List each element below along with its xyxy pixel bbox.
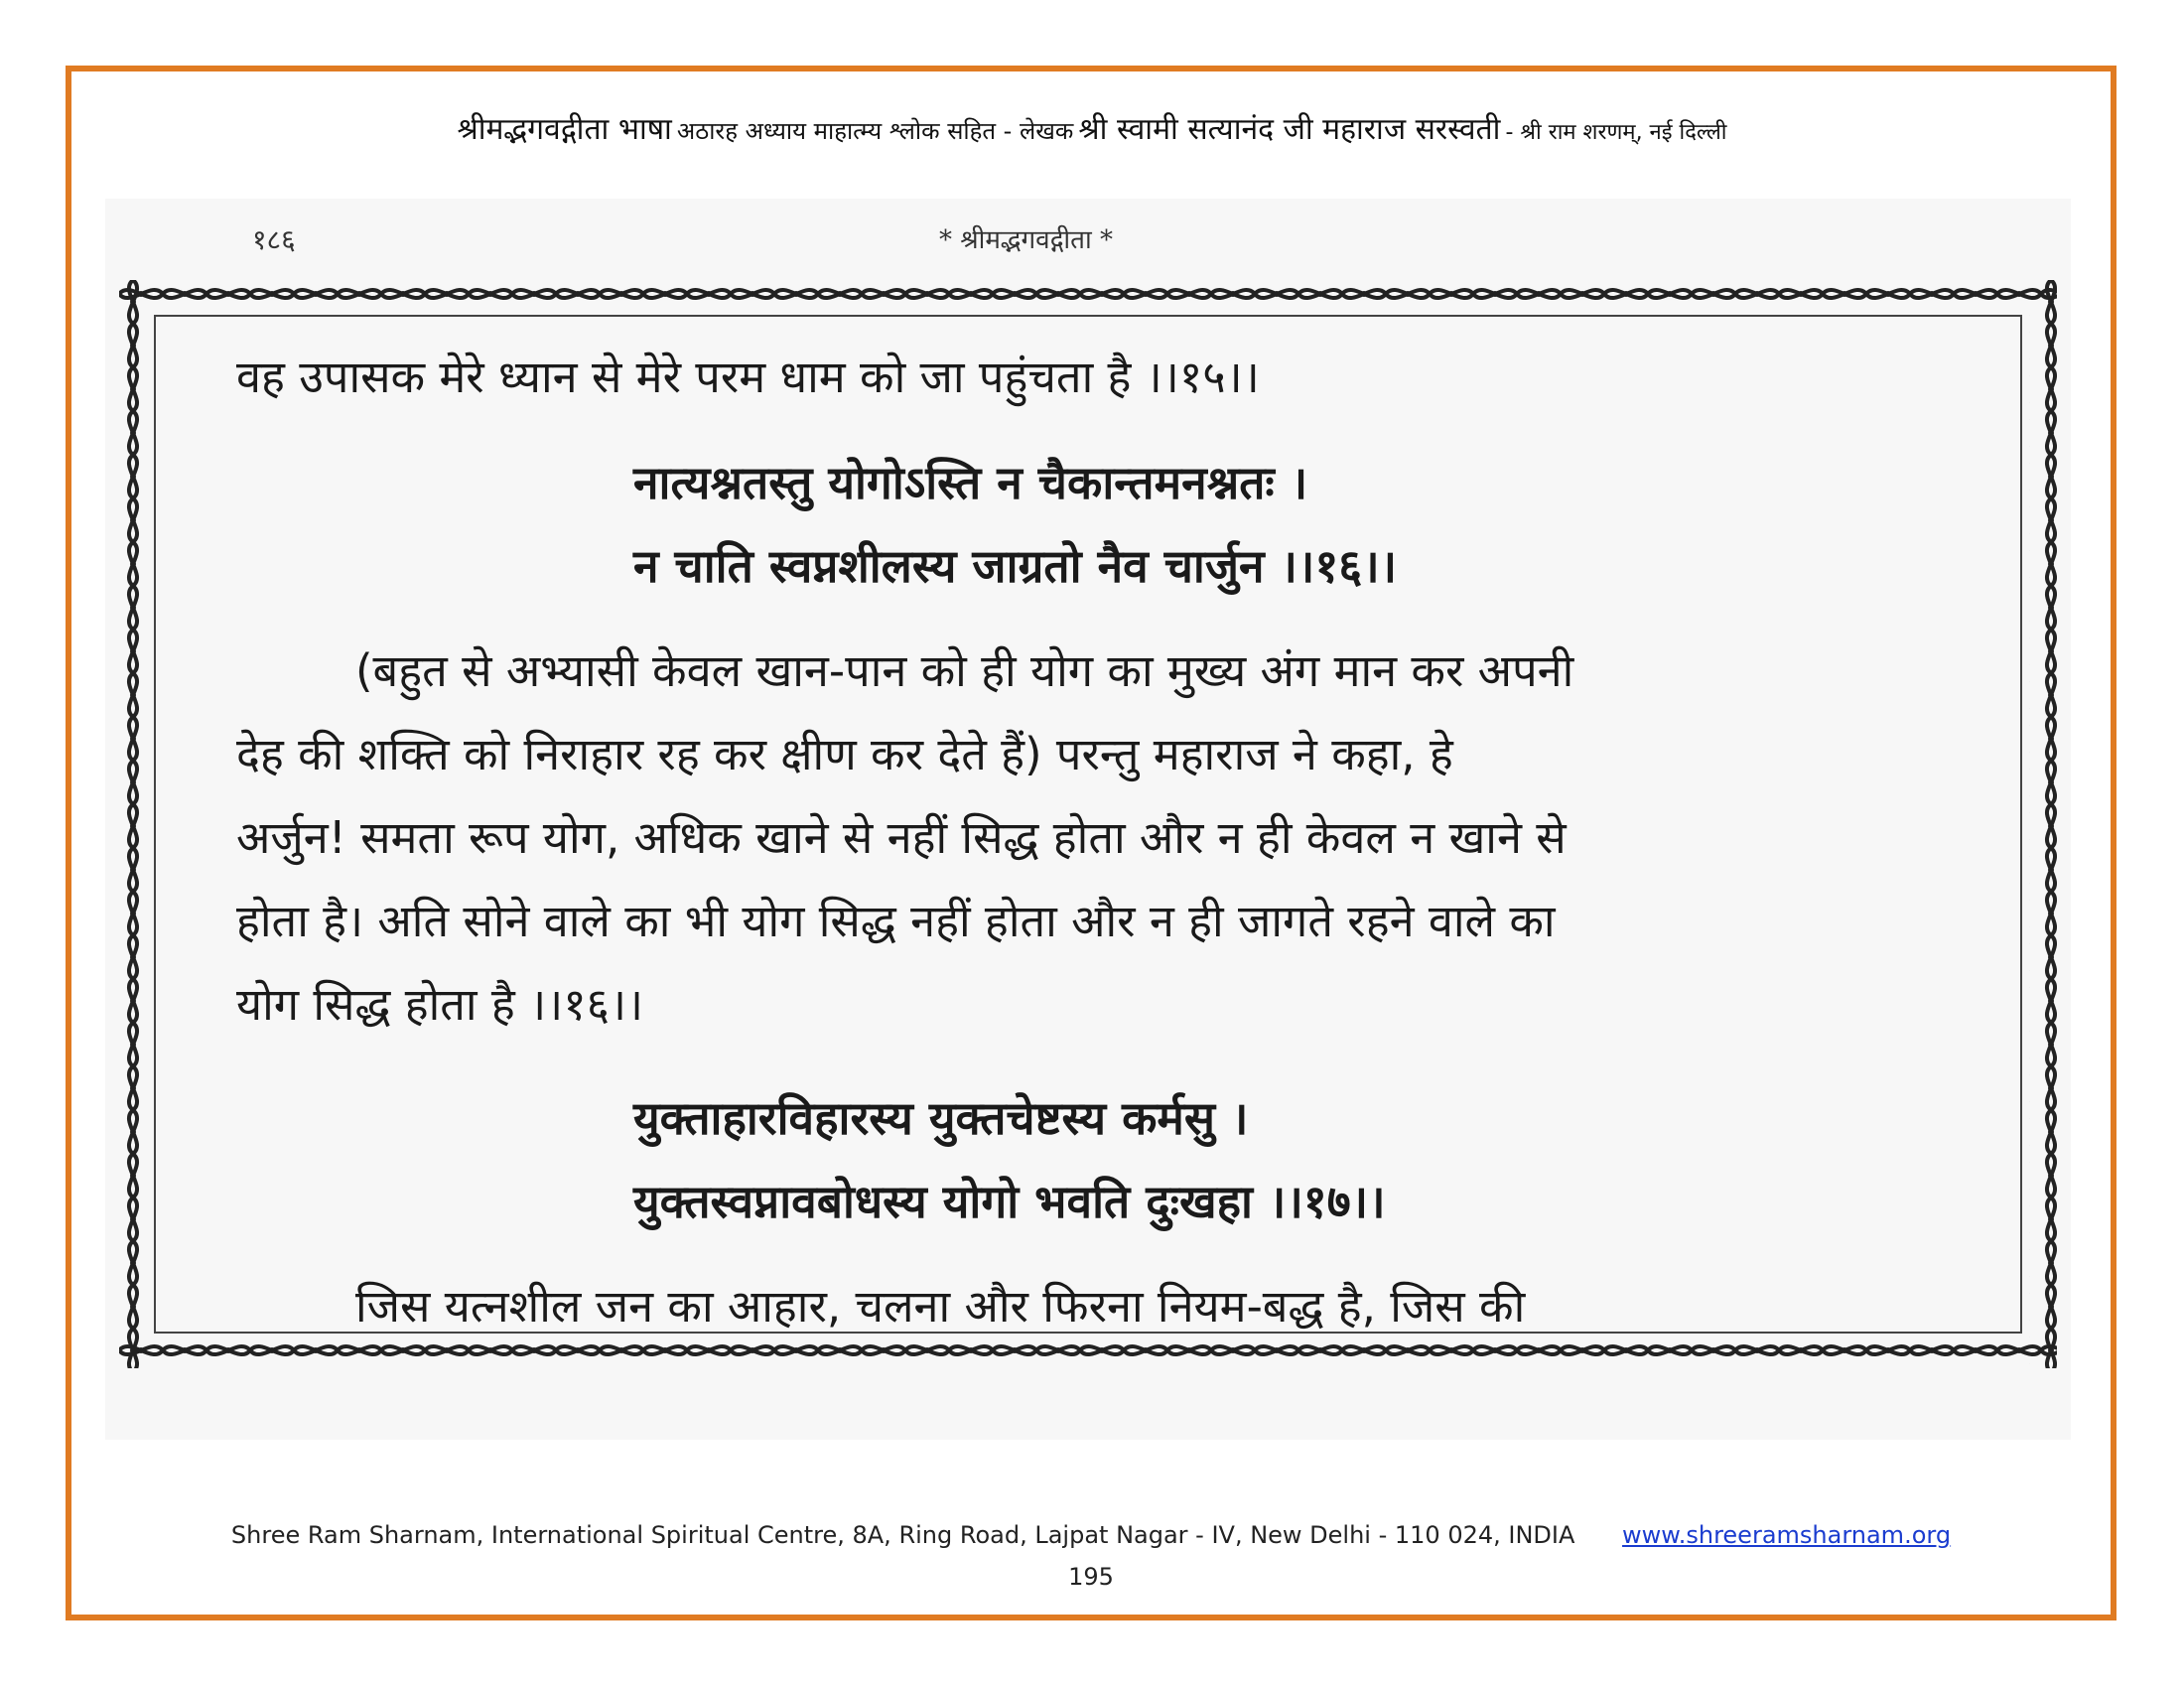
verse-line: युक्ताहारविहारस्य युक्तचेष्टस्य कर्मसु ।	[633, 1091, 1249, 1145]
scan-page-number: १८६	[252, 223, 296, 256]
website-link[interactable]: www.shreeramsharnam.org	[1622, 1521, 1952, 1549]
footer-address: Shree Ram Sharnam, International Spiritual Centre, 8A, Ring Road, Lajpat Nagar - IV, New Delhi - 110 024, INDIA	[230, 1521, 1575, 1549]
text-line: योग सिद्ध होता है ।।१६।।	[236, 978, 644, 1031]
verse-line: न चाति स्वप्नशीलस्य जाग्रतो नैव चार्जुन ।।१६।।	[633, 539, 1398, 593]
header-publisher: - श्री राम शरणम्, नई दिल्ली	[1505, 120, 1727, 145]
text-line: देह की शक्ति को निराहार रह कर क्षीण कर देते हैं) परन्तु महाराज ने कहा, हे	[236, 728, 1453, 780]
header-title: श्रीमद्भगवद्गीता भाषा	[457, 112, 672, 147]
scanned-page	[105, 199, 2071, 1440]
text-line: जिस यत्नशील जन का आहार, चलना और फिरना नियम-बद्ध है, जिस की	[355, 1280, 1526, 1333]
verse-line: युक्तस्वप्नावबोधस्य योगो भवति दुःखहा ।।१७।।	[633, 1175, 1386, 1228]
document-header	[119, 107, 2065, 148]
header-subtitle: अठारह अध्याय माहात्म्य श्लोक सहित - लेखक	[676, 117, 1074, 145]
footer	[66, 1521, 2116, 1549]
verse-line: नात्यश्नतस्तु योगोऽस्ति न चैकान्तमनश्नतः ।	[633, 456, 1308, 509]
scan-text	[236, 336, 1964, 1348]
header-author: श्री स्वामी सत्यानंद जी महाराज सरस्वती	[1078, 112, 1501, 147]
text-line: वह उपासक मेरे ध्यान से मेरे परम धाम को जा पहुंचता है ।।१५।।	[236, 351, 1260, 403]
text-line: होता है। अति सोने वाले का भी योग सिद्ध नहीं होता और न ही जागते रहने वाले का	[236, 895, 1556, 947]
page-number: 195	[1068, 1563, 1114, 1591]
text-line: (बहुत से अभ्यासी केवल खान-पान को ही योग का मुख्य अंग मान कर अपनी	[355, 644, 1574, 697]
text-line: अर्जुन! समता रूप योग, अधिक खाने से नहीं सिद्ध होता और न ही केवल न खाने से	[236, 811, 1567, 864]
scan-running-title: * श्रीमद्भगवद्गीता *	[939, 225, 1113, 255]
